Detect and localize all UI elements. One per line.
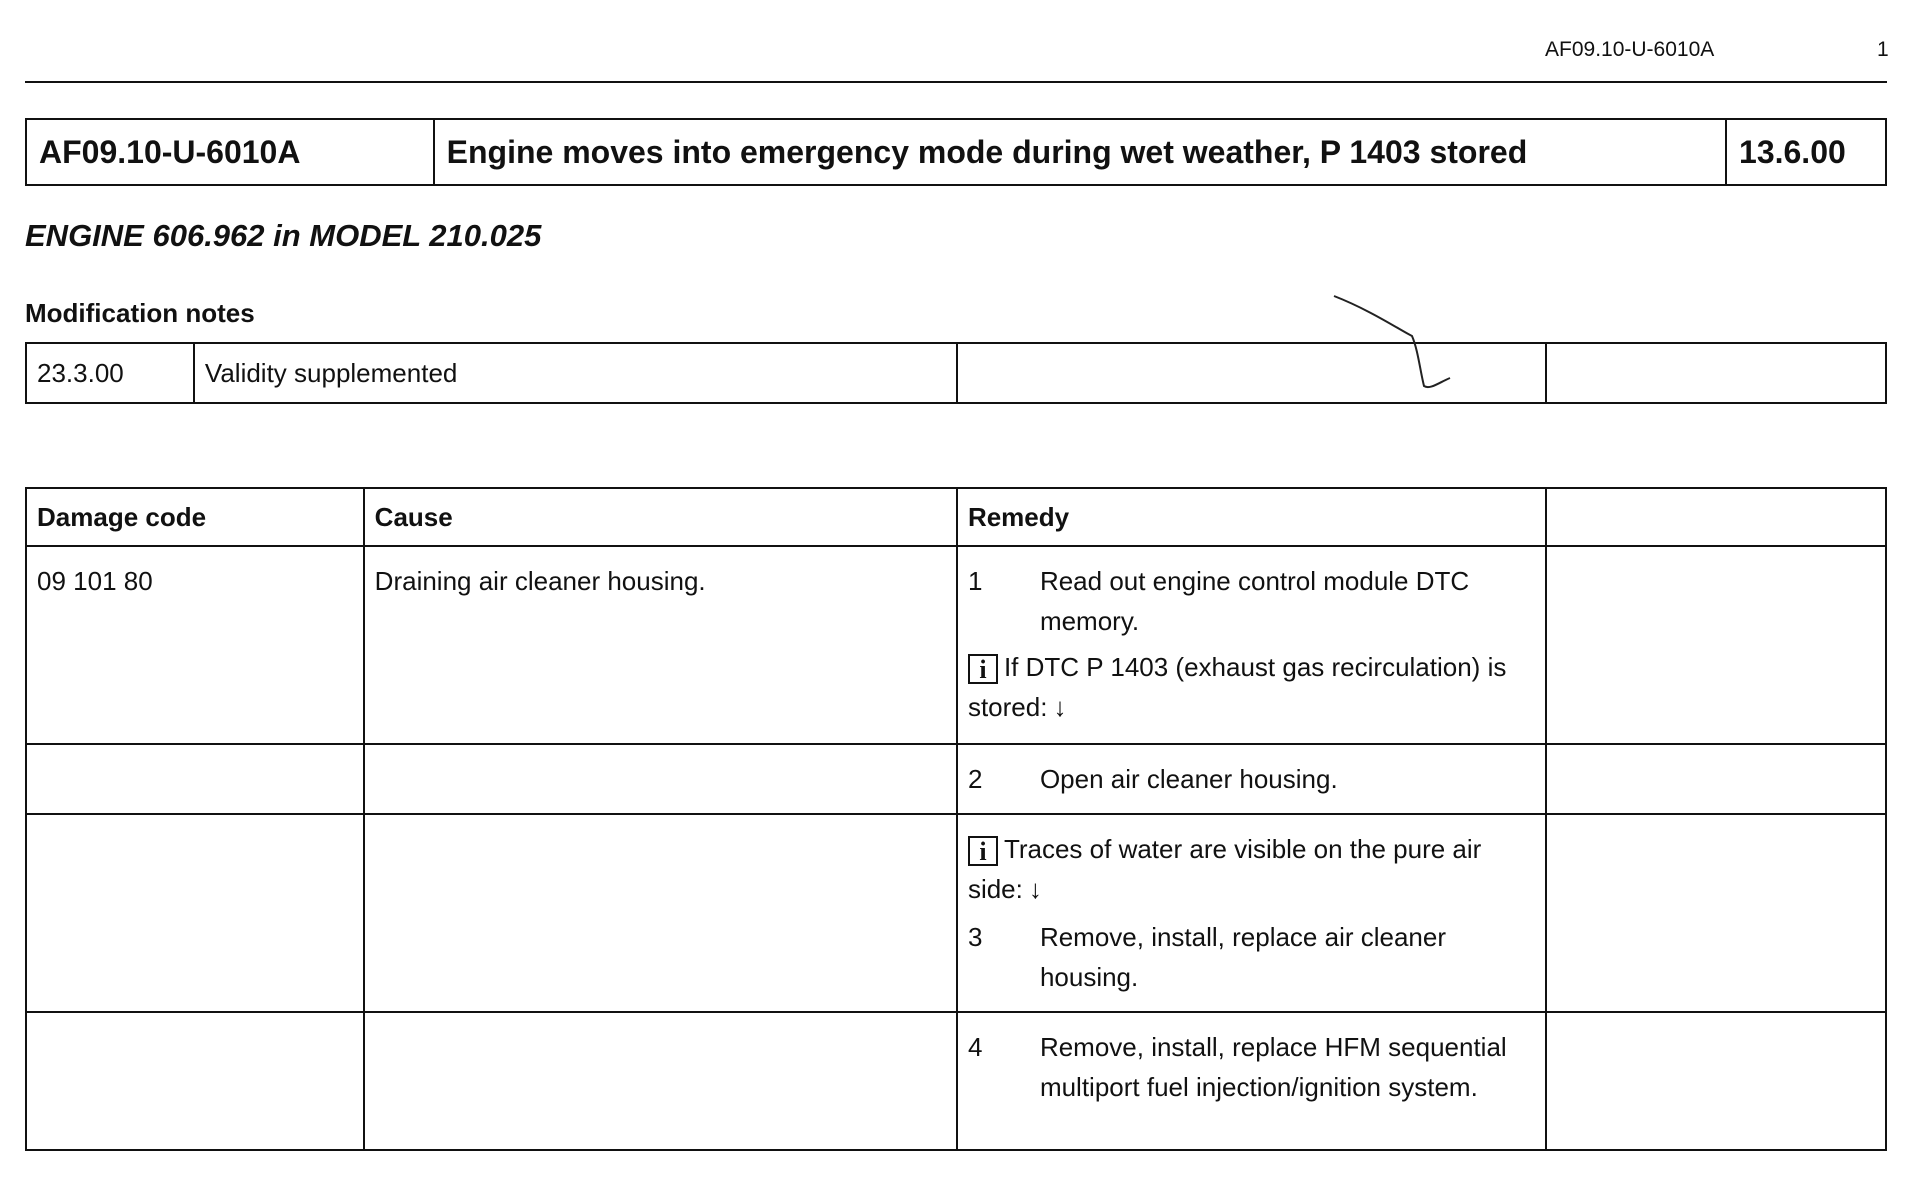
title-bar <box>25 118 1887 186</box>
step-text: Read out engine control module DTC memory. <box>1039 566 1470 636</box>
note-text: Traces of water are visible on the pure air side: <box>967 834 1482 904</box>
remedy-note <box>968 647 1536 727</box>
modification-note: Validity supplemented <box>194 343 957 403</box>
title-date: 13.6.00 <box>1726 119 1886 185</box>
column-header-remedy: Remedy <box>957 488 1547 546</box>
column-header-damage-code: Damage code <box>26 488 364 546</box>
remedy-step <box>968 1027 1536 1107</box>
remedy-cell <box>957 744 1547 814</box>
info-icon: i <box>968 654 998 684</box>
damage-remedy-table <box>25 487 1887 1151</box>
step-text: Remove, install, replace HFM sequential multiport fuel injection/ignition system. <box>1039 1032 1507 1102</box>
down-arrow-icon: ↓ <box>1028 874 1042 904</box>
step-number: 1 <box>967 566 983 596</box>
remedy-cell <box>957 546 1547 744</box>
handwritten-pen-mark <box>1330 290 1470 400</box>
engine-model-line: ENGINE 606.962 in MODEL 210.025 <box>25 218 542 253</box>
empty-cell <box>26 744 364 814</box>
remedy-step <box>968 759 1536 799</box>
modification-date: 23.3.00 <box>26 343 194 403</box>
empty-cell <box>1546 343 1886 403</box>
table-row <box>26 744 1886 814</box>
cause-value: Draining air cleaner housing. <box>364 546 957 744</box>
step-text: Remove, install, replace air cleaner housing. <box>1039 922 1447 992</box>
header-rule <box>25 81 1887 83</box>
remedy-cell <box>957 814 1547 1012</box>
damage-code-value: 09 101 80 <box>26 546 364 744</box>
title-code: AF09.10-U-6010A <box>26 119 434 185</box>
table-row <box>26 546 1886 744</box>
step-number: 3 <box>967 922 983 952</box>
page-number: 1 <box>1877 38 1889 61</box>
empty-cell <box>1546 744 1886 814</box>
modification-notes-table <box>25 342 1887 404</box>
empty-cell <box>1546 488 1886 546</box>
info-icon: i <box>968 836 998 866</box>
note-text: If DTC P 1403 (exhaust gas recirculation) is stored: <box>967 652 1507 722</box>
remedy-step <box>968 561 1536 641</box>
document-title: Engine moves into emergency mode during wet weather, P 1403 stored <box>434 119 1726 185</box>
empty-cell <box>26 814 364 1012</box>
empty-cell <box>26 1012 364 1150</box>
table-row <box>26 1012 1886 1150</box>
modification-notes-heading: Modification notes <box>25 298 255 328</box>
step-number: 4 <box>967 1032 983 1062</box>
empty-cell <box>364 814 957 1012</box>
running-header-code: AF09.10-U-6010A <box>1545 38 1715 61</box>
column-header-cause: Cause <box>364 488 957 546</box>
empty-cell <box>364 1012 957 1150</box>
remedy-note <box>968 829 1536 909</box>
empty-cell <box>1546 546 1886 744</box>
empty-cell <box>364 744 957 814</box>
table-row <box>26 814 1886 1012</box>
down-arrow-icon: ↓ <box>1053 692 1067 722</box>
remedy-step <box>968 917 1536 997</box>
step-number: 2 <box>967 764 983 794</box>
empty-cell <box>1546 1012 1886 1150</box>
empty-cell <box>1546 814 1886 1012</box>
remedy-cell <box>957 1012 1547 1150</box>
step-text: Open air cleaner housing. <box>1039 764 1338 794</box>
table-header-row <box>26 488 1886 546</box>
